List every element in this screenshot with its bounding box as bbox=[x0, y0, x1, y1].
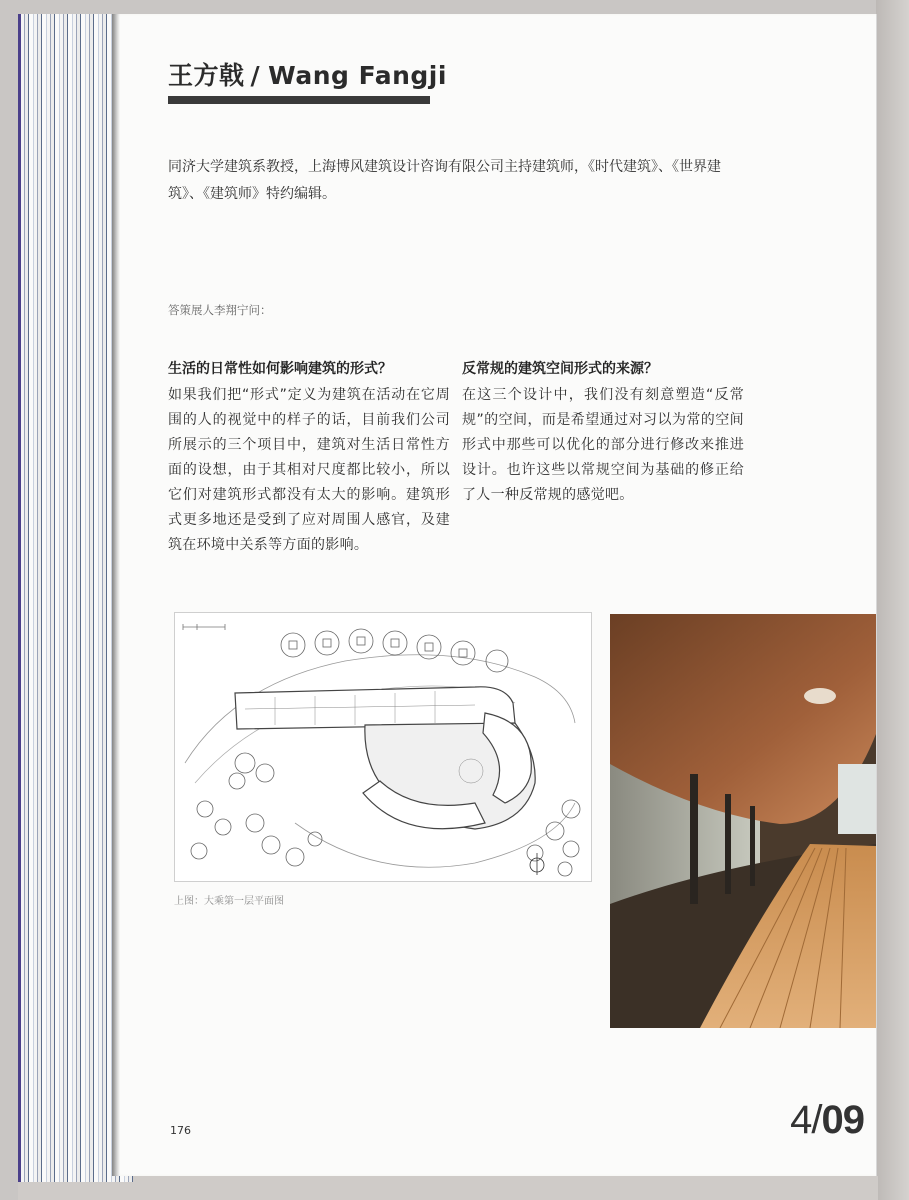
floor-plan-svg bbox=[175, 613, 591, 881]
figure-caption: 上图：大乘第一层平面图 bbox=[174, 896, 284, 907]
floor-plan-drawing bbox=[174, 612, 592, 882]
book-bottom-edge bbox=[18, 1176, 878, 1200]
scale-bar bbox=[183, 624, 225, 630]
spine-shadow bbox=[112, 14, 120, 1176]
author-title bbox=[168, 56, 447, 92]
author-name-en: Wang Fangji bbox=[268, 61, 447, 90]
trees-right bbox=[527, 800, 580, 876]
title-slash: / bbox=[250, 61, 261, 90]
author-header bbox=[168, 56, 447, 104]
issue-prefix: 4/ bbox=[790, 1098, 822, 1142]
issue-number bbox=[790, 1098, 864, 1143]
building-plan bbox=[235, 687, 535, 829]
qa-column-left bbox=[168, 357, 450, 558]
title-underline-bar bbox=[168, 96, 430, 104]
book-right-edge bbox=[876, 0, 909, 1200]
corridor-photo-svg bbox=[610, 614, 876, 1028]
answer-1: 如果我们把“形式”定义为建筑在活动在它周围的人的视觉中的样子的话，目前我们公司所展示的三个项目中，建筑对生活日常性方面的设想，由于其相对尺度都比较小，所以它们对建筑形式都没有太大的影响。建筑形式更多地还是受到了应对周围人感官，及建筑在环境中关系等方面的影响。 bbox=[168, 387, 450, 553]
author-bio: 同济大学建筑系教授，上海博风建筑设计咨询有限公司主持建筑师，《时代建筑》、《世界建筑》、《建筑师》特约编辑。 bbox=[168, 159, 721, 202]
question-2: 反常规的建筑空间形式的来源？ bbox=[462, 361, 658, 377]
magazine-page bbox=[112, 14, 877, 1176]
answer-2: 在这三个设计中，我们没有刻意塑造“反常规”的空间，而是希望通过对习以为常的空间形式中那些可以优化的部分进行修改来推进设计。也许这些以常规空间为基础的修正给了人一种反常规的感觉吧。 bbox=[462, 387, 744, 503]
trees-top bbox=[281, 629, 508, 672]
interviewer-line: 答策展人李翔宁问： bbox=[168, 303, 272, 317]
corridor-photo bbox=[610, 614, 876, 1028]
question-1: 生活的日常性如何影响建筑的形式？ bbox=[168, 361, 392, 377]
author-name-cn: 王方戟 bbox=[168, 61, 245, 90]
trees-left bbox=[191, 753, 322, 866]
qa-column-right bbox=[462, 357, 744, 508]
issue-number-bold: 09 bbox=[821, 1098, 864, 1142]
page-number: 176 bbox=[170, 1124, 191, 1137]
